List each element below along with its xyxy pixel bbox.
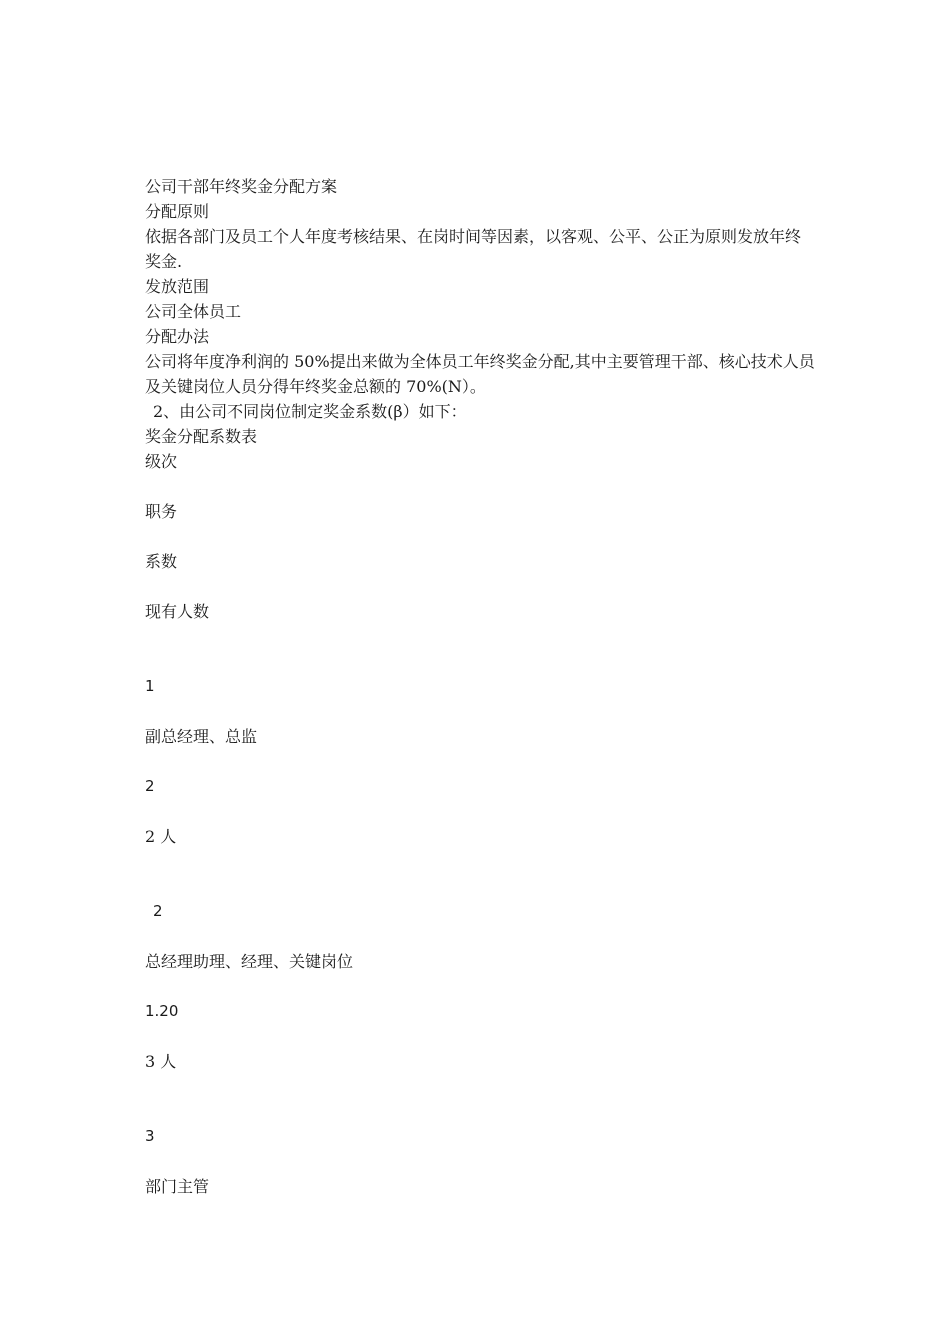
- coefficient-table: [145, 449, 815, 1199]
- table-row-1-position: 副总经理、总监: [145, 727, 258, 746]
- table-row-2-count: 3 人: [145, 1052, 177, 1071]
- table-header-level: 级次: [145, 452, 178, 471]
- table-row-3-position: 部门主管: [145, 1177, 210, 1196]
- section-body-method: 公司将年度净利润的 50%提出来做为全体员工年终奖金分配,其中主要管理干部、核心技术人员及关键岗位人员分得年终奖金总额的 70%(N）。: [145, 352, 815, 396]
- table-header-position: 职务: [145, 502, 178, 521]
- section-heading-method: 分配办法: [145, 327, 210, 346]
- table-row-2-level: 2: [153, 902, 163, 920]
- table-row-1-count: 2 人: [145, 827, 177, 846]
- table-row-1-coef: 2: [145, 777, 155, 795]
- table-header-coef: 系数: [145, 552, 178, 571]
- section-heading-scope: 发放范围: [145, 277, 210, 296]
- table-row-2-position: 总经理助理、经理、关键岗位: [145, 952, 354, 971]
- table-row-2-coef: 1.20: [145, 1002, 179, 1020]
- table-title: 奖金分配系数表: [145, 427, 258, 446]
- document-body: [145, 174, 815, 1199]
- table-row-1-level: 1: [145, 677, 155, 695]
- method-item-2: 2、由公司不同岗位制定奖金系数(β）如下：: [153, 402, 467, 421]
- section-body-principle: 依据各部门及员工个人年度考核结果、在岗时间等因素，以客观、公平、公正为原则发放年终奖金.: [145, 227, 802, 271]
- table-header-count: 现有人数: [145, 602, 210, 621]
- section-heading-principle: 分配原则: [145, 202, 210, 221]
- table-row-3-level: 3: [145, 1127, 155, 1145]
- doc-title: 公司干部年终奖金分配方案: [145, 177, 338, 196]
- section-body-scope: 公司全体员工: [145, 302, 242, 321]
